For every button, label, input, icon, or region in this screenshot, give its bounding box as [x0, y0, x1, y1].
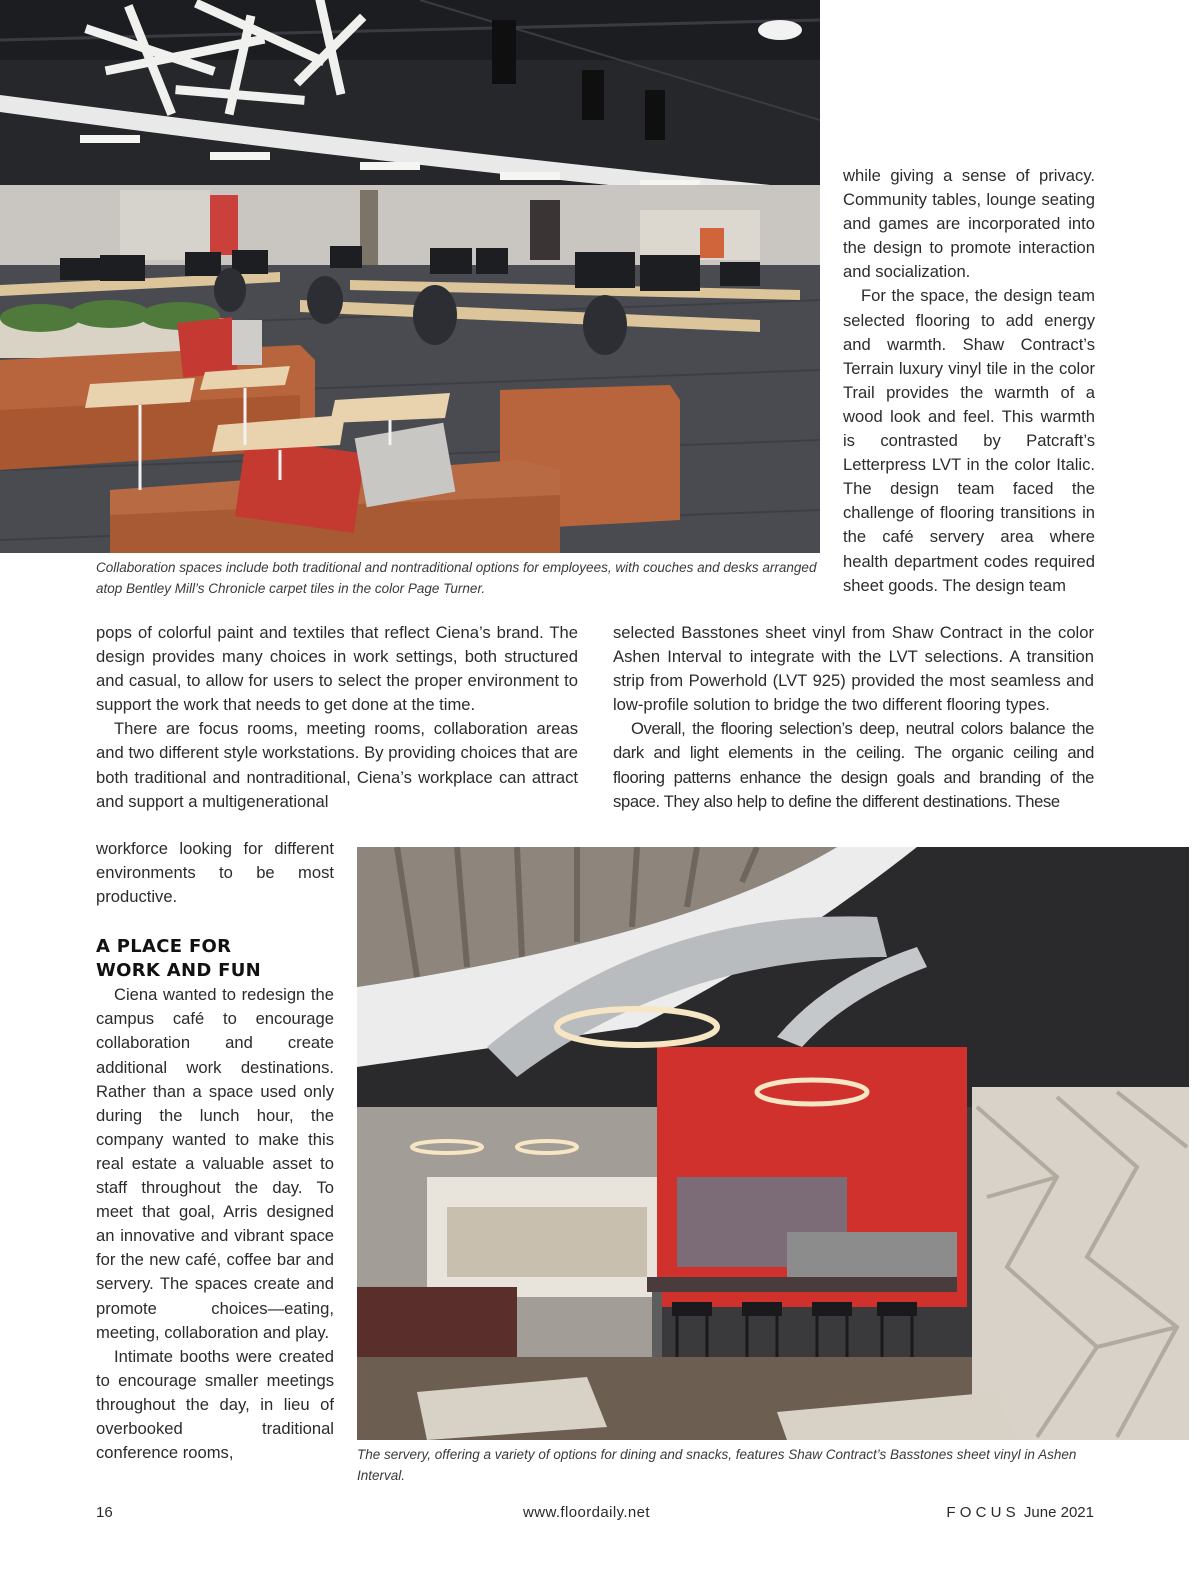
page-number: 16	[96, 1504, 113, 1521]
photo-cafe-servery	[357, 847, 1189, 1440]
section-heading: A PLACE FOR WORK AND FUN	[96, 936, 262, 982]
caption-top: Collaboration spaces include both traditional and nontraditional options for employees, with couches and desks arranged atop Bentley Mill’s Chronicle carpet tiles in the color Page Turner.	[96, 560, 817, 596]
paragraph: while giving a sense of privacy. Community tables, lounge seating and games are incorporated into the design to promote interaction and socialization.	[843, 166, 1095, 282]
right-column-top	[843, 164, 1095, 598]
paragraph: For the space, the design team selected flooring to add energy and warmth. Shaw Contract’s Terrain luxury vinyl tile in the color Trail provides the warmth of a wood look and feel. This warmth is contrasted by Patcraft’s Letterpress LVT in the color Italic. The design team faced the challenge of flooring transitions in the café servery area where health department codes required sheet goods. The design team	[843, 286, 1095, 595]
caption-bottom: The servery, offering a variety of options for dining and snacks, features Shaw Contract’s Basstones sheet vinyl in Ashen Interval.	[357, 1447, 1077, 1483]
paragraph: There are focus rooms, meeting rooms, collaboration areas and two different style workstations. By providing choices that are both traditional and nontraditional, Ciena’s workplace can attract and support a multigenerational	[96, 719, 578, 811]
photo-office-collaboration	[0, 0, 820, 553]
paragraph: pops of colorful paint and textiles that reflect Ciena’s brand. The design provides many choices in work settings, both structured and casual, to allow for users to select the proper environment to support the work that needs to get done at the time.	[96, 623, 578, 715]
right-column-mid	[613, 621, 1094, 814]
left-column-narrow	[96, 837, 334, 1465]
paragraph: Ciena wanted to redesign the campus café to encourage collaboration and create additional work destinations. Rather than a space used only during the lunch hour, the company wanted to make this real estate a valuable asset to staff throughout the day. To meet that goal, Arris designed an innovative and vibrant space for the new café, coffee bar and servery. The spaces create and promote choices—eating, meeting, collaboration and play.	[96, 985, 334, 1342]
publication-issue: F O C U S June 2021	[946, 1504, 1094, 1521]
paragraph: Intimate booths were created to encourage smaller meetings throughout the day, in lieu of overbooked traditional conference rooms,	[96, 1346, 334, 1463]
paragraph: Overall, the flooring selection’s deep, neutral colors balance the dark and light elements in the ceiling. The organic ceiling and flooring patterns enhance the design goals and branding of the space. They also help to define the different destinations. These	[613, 719, 1094, 811]
paragraph: workforce looking for different environments to be most productive.	[96, 839, 334, 907]
left-column-mid	[96, 621, 578, 814]
website-url[interactable]: www.floordaily.net	[523, 1504, 650, 1521]
paragraph: selected Basstones sheet vinyl from Shaw Contract in the color Ashen Interval to integrate with the LVT selections. A transition strip from Powerhold (LVT 925) provided the most seamless and low-profile solution to bridge the two different flooring types.	[613, 623, 1094, 715]
